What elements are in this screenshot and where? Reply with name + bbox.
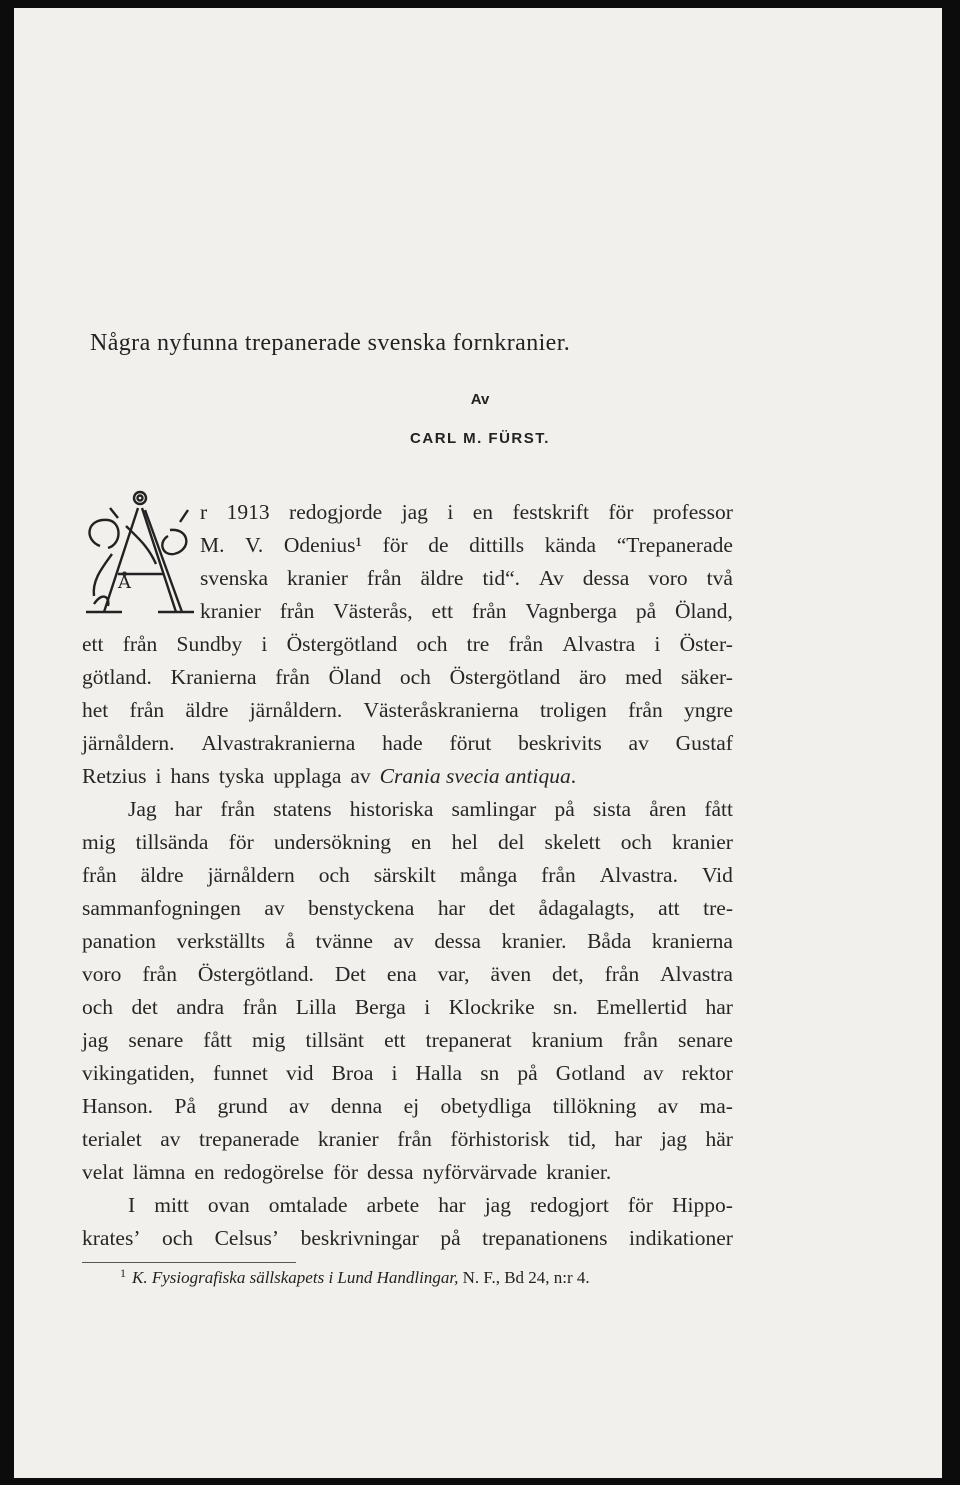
body-line: järnåldern. Alvastrakranierna hade förut beskrivits av Gustaf: [82, 731, 733, 755]
body-line: krates’ och Celsus’ beskrivningar på trepanationens indikationer: [82, 1226, 733, 1250]
body-line: ett från Sundby i Östergötland och tre från Alvastra i Öster-: [82, 632, 733, 656]
footnote-number: 1: [120, 1266, 126, 1280]
body-line: Hanson. På grund av denna ej obetydliga tillökning av ma-: [82, 1094, 733, 1118]
footnote-italic: K. Fysiografiska sällskapets i Lund Handlingar,: [132, 1268, 459, 1287]
body-line: Retzius i hans tyska upplaga av Crania svecia antiqua .: [82, 761, 742, 791]
byline: Av: [470, 391, 490, 408]
body-line: och det andra från Lilla Berga i Klockrike sn. Emellertid har: [82, 995, 733, 1019]
body-line: jag senare fått mig tillsänt ett trepanerat kranium från senare: [82, 1028, 733, 1052]
body-line: vikingatiden, funnet vid Broa i Halla sn på Gotland av rektor: [82, 1061, 733, 1085]
body-line: het från äldre järnåldern. Västeråskranierna troligen från yngre: [82, 698, 733, 722]
book-title: Crania svecia antiqua: [379, 764, 571, 788]
article-title: Några nyfunna trepanerade svenska fornkranier.: [90, 330, 571, 356]
body-line: mig tillsända för undersökning en hel del skelett och kranier: [82, 830, 733, 854]
decorated-initial-letter-icon: [82, 488, 194, 622]
body-line: I mitt ovan omtalade arbete har jag redogjort för Hippo-: [128, 1193, 733, 1217]
footnote-plain: N. F., Bd 24, n:r 4.: [462, 1268, 590, 1287]
body-line: M. V. Odenius¹ för de dittills kända “Trepanerade: [200, 533, 733, 557]
body-line: velat lämna en redogörelse för dessa nyförvärvade kranier.: [82, 1160, 612, 1184]
body-line: från äldre järnåldern och särskilt många från Alvastra. Vid: [82, 863, 733, 887]
footnote: [120, 1266, 590, 1288]
body-line: r 1913 redogjorde jag i en festskrift för professor: [200, 500, 733, 524]
body-line: terialet av trepanerade kranier från förhistorisk tid, har jag här: [82, 1127, 733, 1151]
body-line: Jag har från statens historiska samlingar på sista åren fått: [128, 797, 733, 821]
body-line: sammanfogningen av benstyckena har det ådagalagts, att tre-: [82, 896, 733, 920]
body-line: voro från Östergötland. Det ena var, även det, från Alvastra: [82, 962, 733, 986]
body-line: götland. Kranierna från Öland och Östergötland äro med säker-: [82, 665, 733, 689]
body-line: panation verkställts å tvänne av dessa kranier. Båda kranierna: [82, 929, 733, 953]
body-line: svenska kranier från äldre tid“. Av dessa voro två: [200, 566, 733, 590]
footnote-rule: [82, 1262, 296, 1263]
author-name: CARL M. FÜRST.: [410, 430, 550, 447]
initial-letter-label: Å: [118, 572, 131, 593]
body-line: kranier från Västerås, ett från Vagnberga på Öland,: [200, 599, 733, 623]
